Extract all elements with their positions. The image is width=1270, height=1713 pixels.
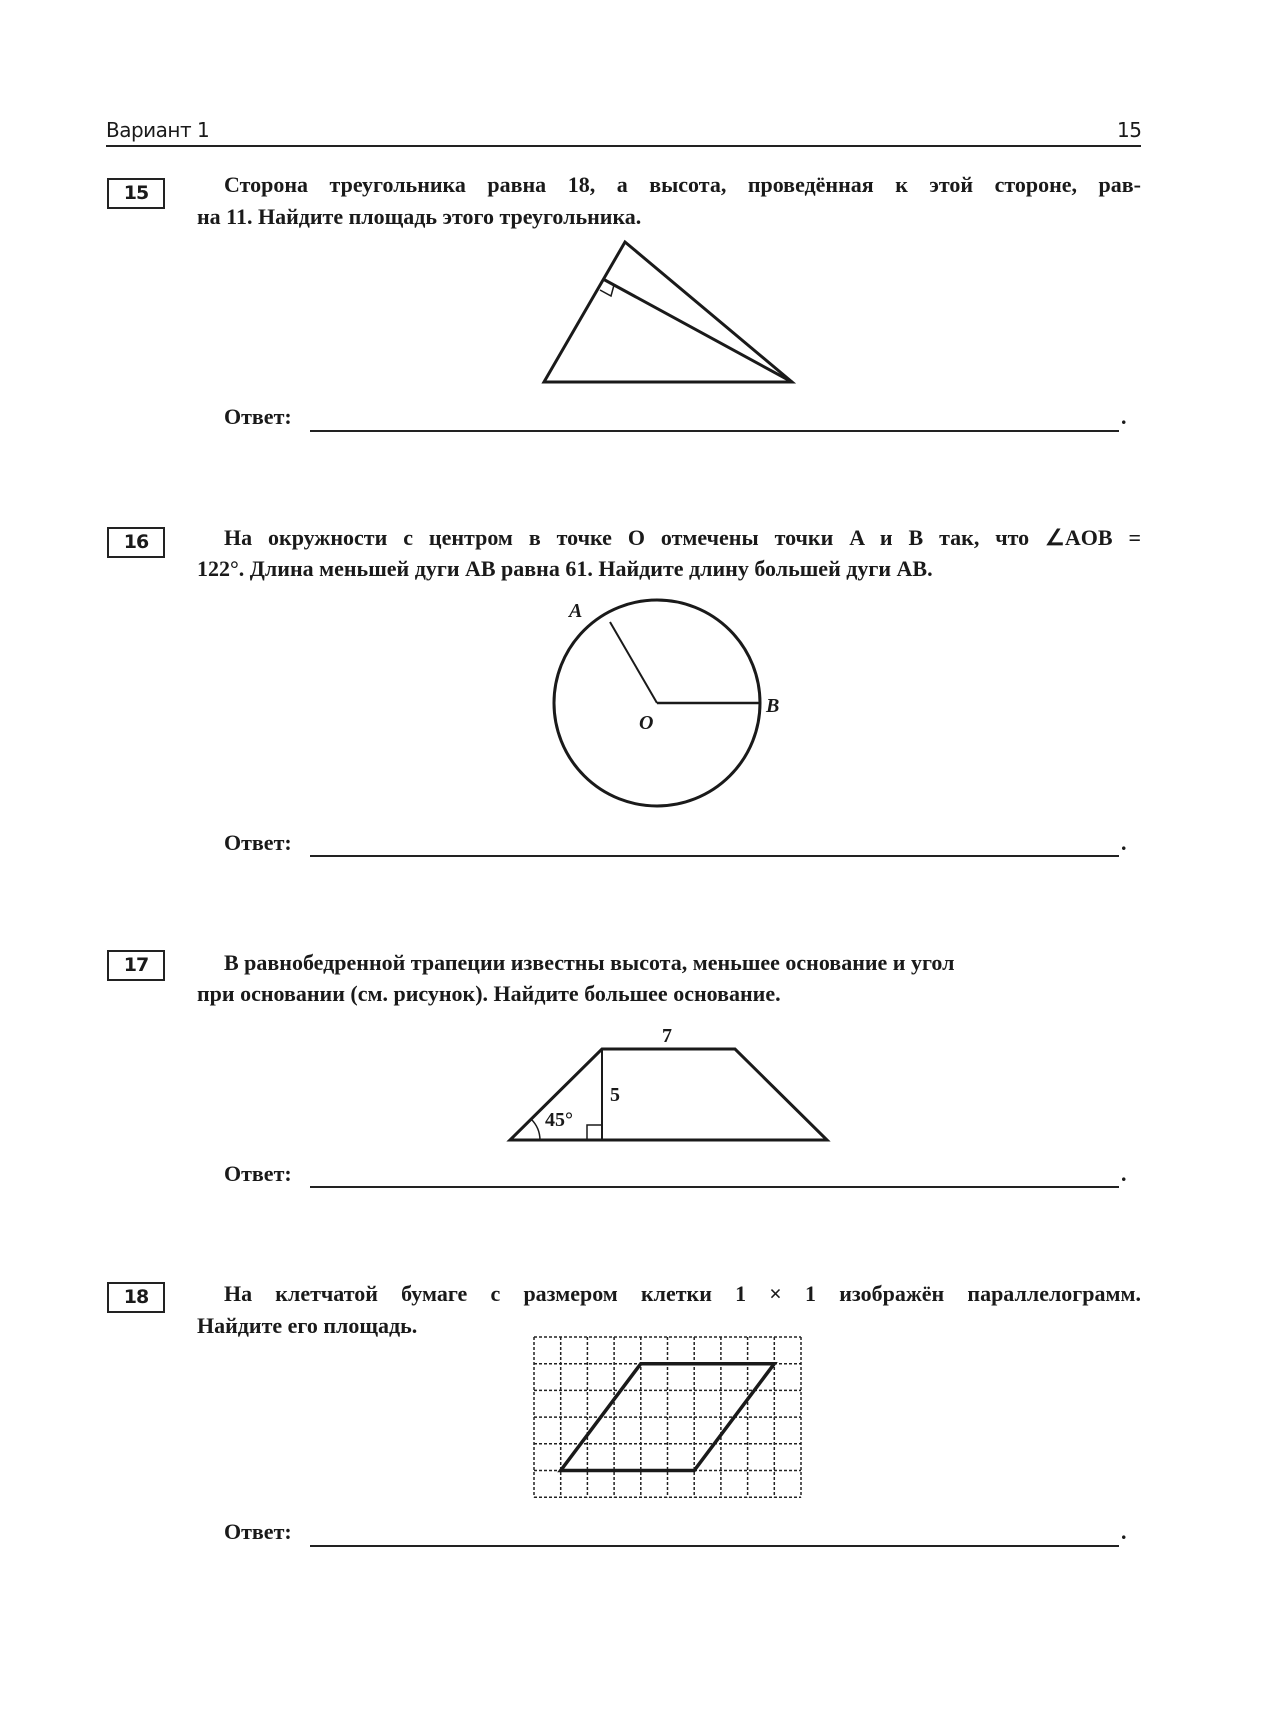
problem-17-text-line2: при основании (см. рисунок). Найдите большее основание. — [197, 981, 781, 1006]
right-angle-mark — [587, 1125, 602, 1140]
label-o: O — [639, 712, 654, 734]
problem-15-text-line1: Сторона треугольника равна 18, а высота, проведённая к этой стороне, рав- — [224, 172, 1141, 197]
radius-oa — [610, 622, 657, 703]
problem-18-text-line2: Найдите его площадь. — [197, 1313, 418, 1338]
triangle-altitude — [603, 279, 792, 382]
problem-number-16: 16 — [107, 527, 165, 558]
answer-dot-16: . — [1121, 830, 1127, 855]
label-top-base: 7 — [662, 1025, 672, 1047]
page-number: 15 — [1117, 118, 1142, 142]
angle-arc — [531, 1119, 540, 1140]
problem-16-text-line2: 122°. Длина меньшей дуги AB равна 61. Найдите длину большей дуги AB. — [197, 556, 933, 581]
label-height: 5 — [610, 1084, 620, 1106]
problem-15-text-line2: на 11. Найдите площадь этого треугольника. — [197, 204, 642, 229]
problem-16-text-line1: На окружности с центром в точке O отмечены точки A и B так, что ∠AOB = — [224, 525, 1141, 550]
variant-title: Вариант 1 — [106, 118, 210, 142]
circle-figure — [554, 600, 760, 806]
problem-number-17: 17 — [107, 950, 165, 981]
answer-label-16: Ответ: — [224, 830, 292, 855]
answer-label-17: Ответ: — [224, 1161, 292, 1186]
grid-figure — [534, 1337, 801, 1497]
problem-18-text-line1: На клетчатой бумаге с размером клетки 1 × 1 изображён параллелограмм. — [224, 1281, 1141, 1306]
label-angle: 45° — [545, 1109, 573, 1131]
right-angle-mark — [600, 285, 614, 296]
problem-number-15: 15 — [107, 178, 165, 209]
answer-dot-17: . — [1121, 1161, 1127, 1186]
label-b: B — [766, 695, 780, 717]
problem-number-18: 18 — [107, 1282, 165, 1313]
answer-dot-18: . — [1121, 1519, 1127, 1544]
answer-label-18: Ответ: — [224, 1519, 292, 1544]
label-a: A — [569, 600, 583, 622]
triangle-figure — [544, 242, 792, 382]
answer-dot-15: . — [1121, 404, 1127, 429]
answer-label-15: Ответ: — [224, 404, 292, 429]
problem-17-text-line1: В равнобедренной трапеции известны высота, меньшее основание и угол — [224, 950, 955, 975]
